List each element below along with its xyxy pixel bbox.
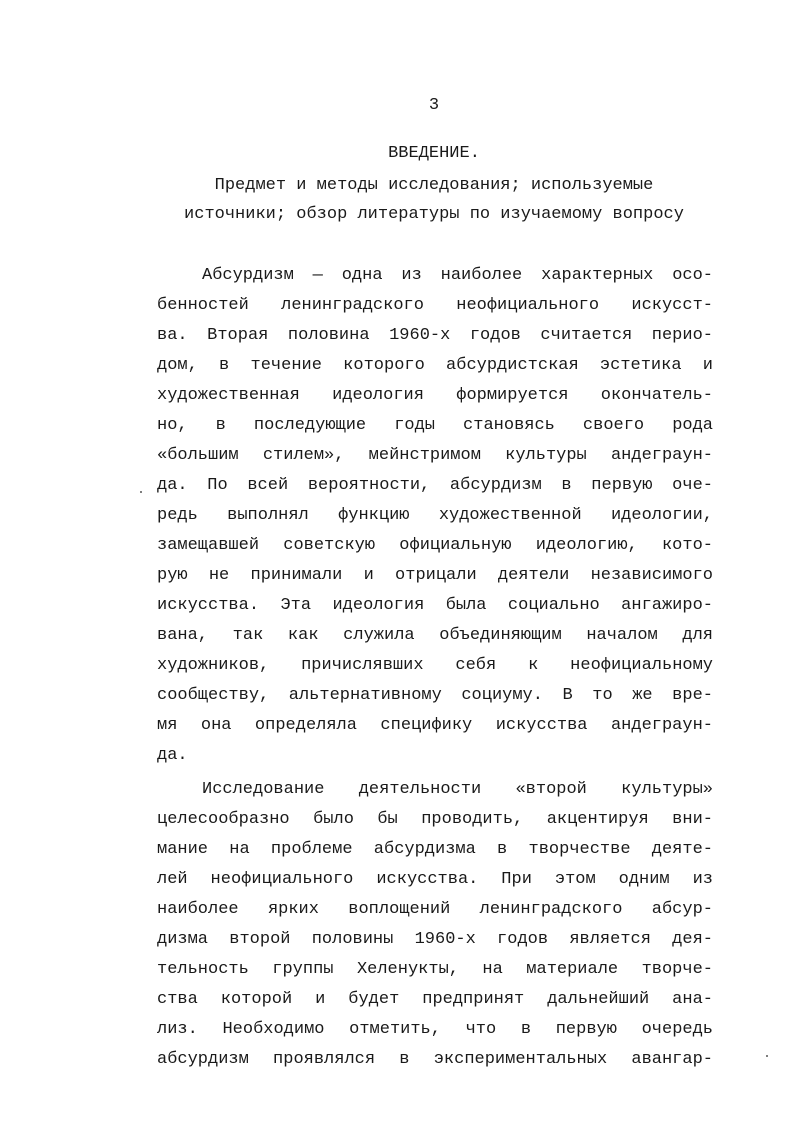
body-line: наиболее ярких воплощений ленинградского абсур- [157, 900, 713, 919]
body-line: вана, так как служила объединяющим началом для [157, 626, 713, 645]
scan-speck [766, 1055, 768, 1057]
body-line: художников, причислявших себя к неофициальному [157, 656, 713, 675]
section-subtitle-line-2: источники; обзор литературы по изучаемому вопросу [184, 205, 684, 224]
body-line: дизма второй половины 1960-х годов является дея- [157, 930, 713, 949]
section-subtitle-line-1: Предмет и методы исследования; используемые [214, 176, 654, 195]
body-line: бенностей ленинградского неофициального искусст- [157, 296, 713, 315]
page-number: 3 [428, 96, 440, 115]
body-line: дом, в течение которого абсурдистская эстетика и [157, 356, 713, 375]
body-line: искусства. Эта идеология была социально ангажиро- [157, 596, 713, 615]
body-line: редь выполнял функцию художественной идеологии, [157, 506, 713, 525]
body-line: ва. Вторая половина 1960-х годов считается перио- [157, 326, 713, 345]
body-line: художественная идеология формируется окончатель- [157, 386, 713, 405]
body-line: да. [157, 746, 188, 765]
body-line: ства которой и будет предпринят дальнейший ана- [157, 990, 713, 1009]
body-line: мя она определяла специфику искусства андеграун- [157, 716, 713, 735]
body-line: да. По всей вероятности, абсурдизм в первую оче- [157, 476, 713, 495]
body-line: лей неофициального искусства. При этом одним из [157, 870, 713, 889]
body-line: сообществу, альтернативному социуму. В то же вре- [157, 686, 713, 705]
section-title: ВВЕДЕНИЕ. [388, 144, 480, 163]
body-line: рую не принимали и отрицали деятели независимого [157, 566, 713, 585]
body-line: лиз. Необходимо отметить, что в первую очередь [157, 1020, 713, 1039]
body-line: Абсурдизм — одна из наиболее характерных осо- [202, 266, 713, 285]
body-line: абсурдизм проявлялся в экспериментальных авангар- [157, 1050, 713, 1069]
body-line: Исследование деятельности «второй культуры» [202, 780, 713, 799]
body-line: но, в последующие годы становясь своего рода [157, 416, 713, 435]
scan-speck [140, 491, 142, 493]
body-line: целесообразно было бы проводить, акцентируя вни- [157, 810, 713, 829]
body-line: замещавшей советскую официальную идеологию, кото- [157, 536, 713, 555]
body-line: мание на проблеме абсурдизма в творчестве деяте- [157, 840, 713, 859]
body-line: «большим стилем», мейнстримом культуры андеграун- [157, 446, 713, 465]
body-line: тельность группы Хеленукты, на материале творче- [157, 960, 713, 979]
